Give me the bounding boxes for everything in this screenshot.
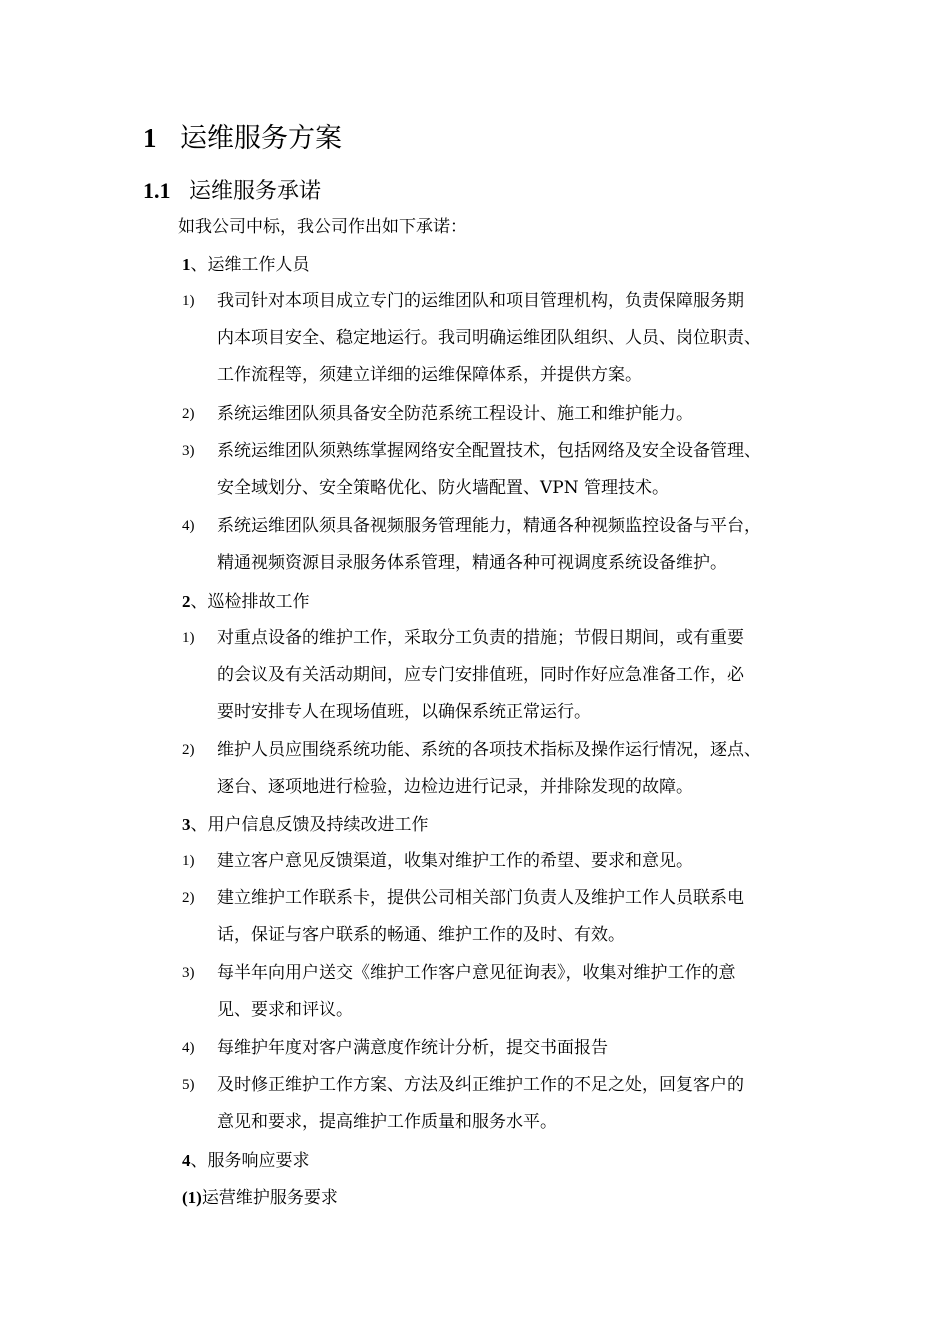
- list-item-text: 我司针对本项目成立专门的运维团队和项目管理机构，负责保障服务期 内本项目安全、稳定地运行。我司明确运维团队组织、人员、岗位职责、 工作流程等，须建立详细的运维保障体系，并提供方案。: [217, 291, 761, 385]
- list-item: [182, 508, 822, 582]
- section-heading: [182, 583, 310, 621]
- section-title: 、服务响应要求: [190, 1151, 310, 1171]
- list-marker: 2): [182, 742, 195, 758]
- list-item: [182, 620, 822, 731]
- section-number: 3: [182, 815, 191, 834]
- subsection-title: 运营维护服务要求: [201, 1188, 338, 1208]
- list-item-text: 每维护年度对客户满意度作统计分析，提交书面报告: [217, 1038, 608, 1058]
- list-item: [182, 955, 822, 1029]
- heading-2-number: 1.1: [143, 178, 171, 203]
- section-heading: [182, 1142, 310, 1180]
- intro-paragraph: 如我公司中标，我公司作出如下承诺：: [178, 217, 467, 237]
- list-item: [182, 732, 822, 806]
- list-marker: 1): [182, 293, 195, 309]
- list-marker: 3): [182, 443, 195, 459]
- list-marker: 2): [182, 406, 195, 422]
- section-number: 4: [182, 1151, 191, 1170]
- list-item: [182, 396, 822, 433]
- list-item-text: 每半年向用户送交《维护工作客户意见征询表》，收集对维护工作的意 见、要求和评议。: [217, 963, 736, 1020]
- list-item-text: 维护人员应围绕系统功能、系统的各项技术指标及操作运行情况，逐点、 逐台、逐项地进行检验，边检边进行记录，并排除发现的故障。: [217, 740, 761, 797]
- section-number: 1: [182, 255, 191, 274]
- list-item: [182, 880, 822, 954]
- list-item: [182, 1067, 822, 1141]
- section-number: 2: [182, 592, 191, 611]
- section-title: 、巡检排故工作: [190, 592, 310, 612]
- subsection-number: (1): [182, 1188, 202, 1207]
- list-marker: 4): [182, 1040, 195, 1056]
- subsection-heading: [182, 1179, 338, 1217]
- list-marker: 4): [182, 518, 195, 534]
- heading-1-number: 1: [143, 123, 157, 153]
- heading-2: [143, 174, 321, 209]
- heading-1: [143, 118, 342, 159]
- section-title: 、用户信息反馈及持续改进工作: [190, 815, 429, 835]
- list-item-text: 系统运维团队须具备视频服务管理能力，精通各种视频监控设备与平台， 精通视频资源目录服务体系管理，精通各种可视调度系统设备维护。: [217, 516, 761, 573]
- list-item-text: 系统运维团队须具备安全防范系统工程设计、施工和维护能力。: [217, 404, 693, 424]
- list-marker: 3): [182, 965, 195, 981]
- list-marker: 2): [182, 890, 195, 906]
- list-item: [182, 843, 822, 880]
- section-title: 、运维工作人员: [190, 255, 310, 275]
- heading-1-text: 运维服务方案: [180, 123, 342, 154]
- list-item-text: 对重点设备的维护工作，采取分工负责的措施；节假日期间，或有重要 的会议及有关活动期间，应专门安排值班，同时作好应急准备工作，必 要时安排专人在现场值班，以确保系统正常运行。: [217, 628, 744, 722]
- list-item: [182, 433, 822, 507]
- list-item-text: 建立客户意见反馈渠道，收集对维护工作的希望、要求和意见。: [217, 851, 693, 871]
- list-item: [182, 283, 822, 394]
- section-heading: [182, 246, 310, 284]
- list-item-text: 系统运维团队须熟练掌握网络安全配置技术，包括网络及安全设备管理、 安全域划分、安全策略优化、防火墙配置、VPN 管理技术。: [217, 441, 761, 498]
- list-item: [182, 1030, 822, 1067]
- heading-2-text: 运维服务承诺: [189, 179, 322, 204]
- section-heading: [182, 806, 429, 844]
- list-item-text: 建立维护工作联系卡，提供公司相关部门负责人及维护工作人员联系电 话，保证与客户联系的畅通、维护工作的及时、有效。: [217, 888, 744, 945]
- list-marker: 1): [182, 630, 195, 646]
- list-marker: 1): [182, 853, 195, 869]
- list-marker: 5): [182, 1077, 195, 1093]
- list-item-text: 及时修正维护工作方案、方法及纠正维护工作的不足之处，回复客户的 意见和要求，提高维护工作质量和服务水平。: [217, 1075, 744, 1132]
